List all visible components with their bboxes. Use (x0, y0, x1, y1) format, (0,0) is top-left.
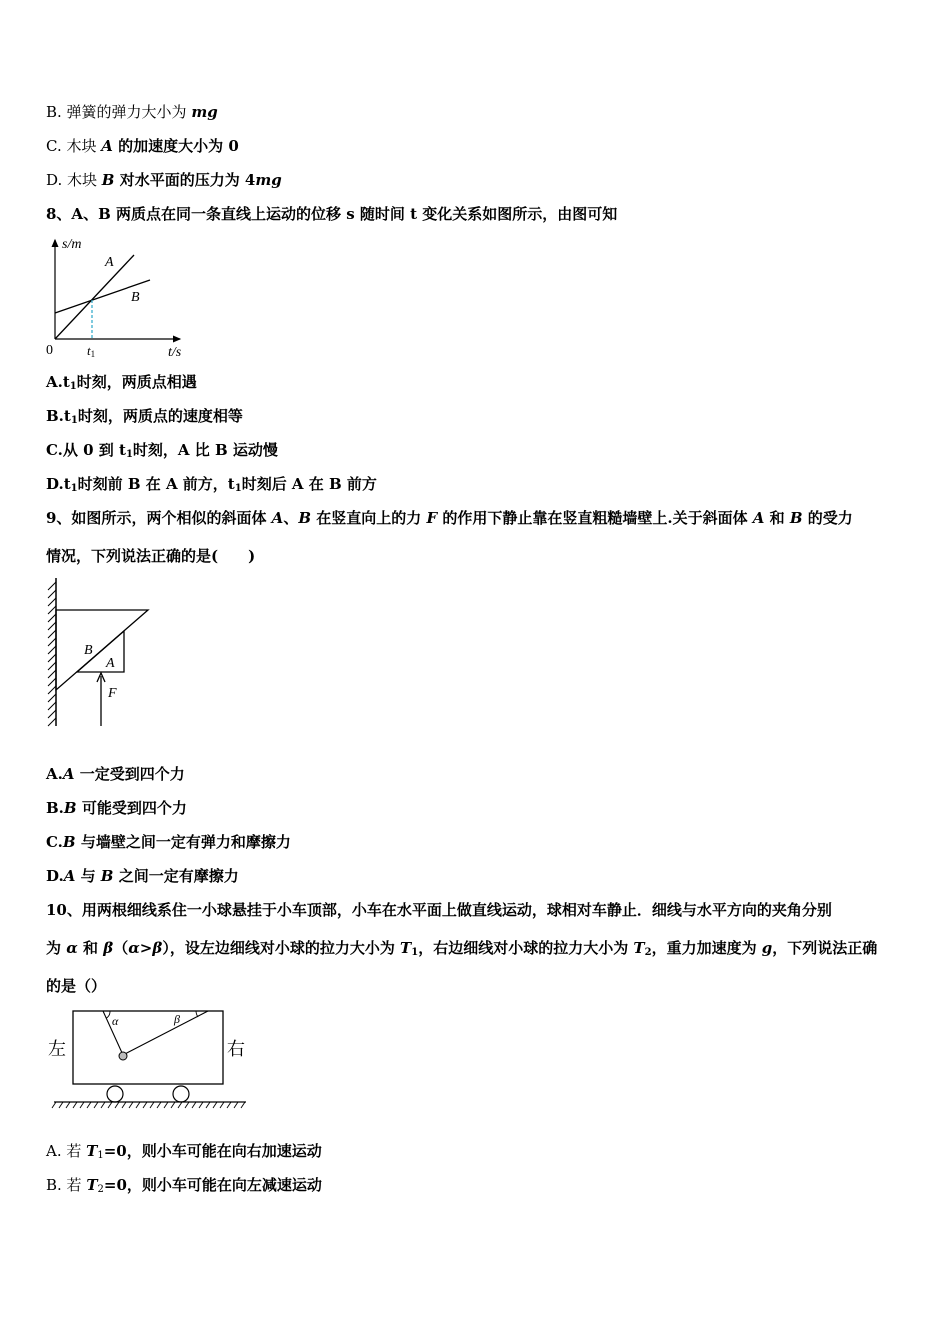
q8-line-b-label: B (131, 290, 140, 305)
q10-stem-var: α (66, 939, 78, 957)
q7-option-b-math: mg (191, 103, 218, 121)
q7-option-c-text: C. 木块 (46, 137, 102, 155)
q10-stem-var: T (400, 939, 412, 957)
q7-option-d-math: B (101, 171, 115, 189)
q10-option-a (46, 1141, 322, 1161)
q10-label-left: 左 (48, 1039, 66, 1059)
q8-option-c-sub: 1 (125, 449, 133, 460)
q10-stem-part: 和 (77, 939, 104, 957)
q9-wall-hatching (48, 582, 56, 726)
q10-stem-part: > (139, 939, 153, 957)
q8-option-b-text: B.t (46, 407, 71, 425)
q7-option-d-text: D. 木块 (46, 171, 102, 189)
q10-right-string (123, 1011, 208, 1055)
q10-option-b-var: T (86, 1176, 98, 1194)
q10-stem-part: 为 (46, 939, 67, 957)
q9-option-a-text: A. (46, 765, 63, 783)
q9-option-d-text-2: 与 (75, 867, 101, 885)
q10-stem-sub: 1 (411, 947, 419, 958)
q8-option-a-text: A.t (46, 373, 70, 391)
q9-option-d-var: A (63, 867, 76, 885)
q8-stem: 8、A、B 两质点在同一条直线上运动的位移 s 随时间 t 变化关系如图所示，由图可知 (46, 205, 618, 223)
q9-option-c-var: B (62, 833, 76, 851)
q8-option-d (46, 474, 377, 494)
q7-option-d-math-2: mg (255, 171, 282, 189)
q7-option-c-text-2: 的加速度大小为 0 (112, 137, 239, 155)
q9-label-f: F (108, 686, 117, 701)
q9-option-d-var-2: B (100, 867, 114, 885)
q8-option-d-sub: 1 (70, 483, 78, 494)
q10-stem-sub: 2 (644, 947, 652, 958)
q10-option-b-sub: 2 (97, 1184, 104, 1195)
q9-stem-part: 在竖直向上的力 (311, 509, 427, 527)
q8-st-graph (40, 232, 200, 362)
q7-option-c (46, 136, 239, 156)
q8-y-label: s/m (62, 237, 82, 252)
q8-option-c-text-2: 时刻，A 比 B 运动慢 (132, 441, 278, 459)
q8-t1-label: t1 (87, 343, 96, 359)
q9-stem-part: 的作用下静止靠在竖直粗糙墙壁上.关于斜面体 (437, 509, 753, 527)
q10-stem-part: ，下列说法正确 (772, 939, 878, 957)
q10-right-wheel (173, 1086, 189, 1102)
q10-stem-part: ，重力加速度为 (651, 939, 762, 957)
q8-option-c-text: C.从 0 到 t (46, 441, 126, 459)
q8-option-d-text: D.t (46, 475, 71, 493)
q10-ball (119, 1052, 127, 1060)
q9-option-b-var: B (63, 799, 77, 817)
q9-option-a (46, 764, 185, 784)
q8-option-b (46, 406, 243, 426)
q9-option-b (46, 798, 187, 818)
q7-option-d-text-2: 对水平面的压力为 4 (114, 171, 256, 189)
q10-label-beta: β (174, 1012, 180, 1026)
q10-stem-var: g (761, 939, 773, 957)
q10-option-a-text-2: =0，则小车可能在向右加速运动 (103, 1142, 322, 1160)
q9-option-b-text: B. (46, 799, 64, 817)
q9-option-a-text-2: 一定受到四个力 (74, 765, 185, 783)
q10-stem-part: ），设左边细线对小球的拉力大小为 (162, 939, 401, 957)
q9-option-c-text: C. (46, 833, 63, 851)
q9-stem-part: 9、如图所示，两个相似的斜面体 (46, 509, 272, 527)
q10-cart-body (73, 1011, 223, 1084)
q8-option-c (46, 440, 278, 460)
q10-label-alpha: α (112, 1014, 119, 1028)
q8-line-a-label: A (105, 255, 114, 270)
q10-stem-var: β (152, 939, 163, 957)
q7-option-d (46, 170, 282, 190)
q10-left-wheel (107, 1086, 123, 1102)
q10-stem-var: β (103, 939, 114, 957)
q7-option-b-text: B. 弹簧的弹力大小为 (46, 103, 192, 121)
q10-option-a-sub: 1 (97, 1150, 104, 1161)
q8-origin-label: 0 (46, 343, 53, 358)
q8-option-d-text-2: 时刻前 B 在 A 前方，t (77, 475, 235, 493)
q8-line-a (55, 255, 134, 339)
q10-cart-figure (46, 1004, 251, 1114)
q9-stem-line-2: 情况，下列说法正确的是( ) (46, 547, 256, 565)
q7-option-b (46, 102, 218, 122)
q8-option-b-sub: 1 (70, 415, 78, 426)
q10-beta-arc (196, 1011, 198, 1017)
q10-option-b-text: B. 若 (46, 1176, 87, 1194)
q8-option-d-text-3: 时刻后 A 在 B 前方 (241, 475, 377, 493)
q10-option-a-text: A. 若 (46, 1142, 87, 1160)
q9-option-c-text-2: 与墙壁之间一定有弹力和摩擦力 (75, 833, 291, 851)
q9-option-c (46, 832, 291, 852)
q10-stem-part: （ (113, 939, 129, 957)
q9-stem-part: 和 (764, 509, 790, 527)
q10-stem-part: ，右边细线对小球的拉力大小为 (418, 939, 634, 957)
q10-label-right: 右 (227, 1039, 245, 1059)
q10-ground-hatching (52, 1102, 245, 1108)
q10-stem-line-3: 的是（） (46, 977, 107, 995)
q9-stem-var: B (298, 509, 312, 527)
q9-option-d (46, 866, 239, 886)
q9-label-b: B (84, 643, 93, 658)
q9-stem-var: F (426, 509, 438, 527)
q9-stem-var: A (271, 509, 284, 527)
q9-stem-var: B (789, 509, 803, 527)
q9-option-d-text: D. (46, 867, 64, 885)
q9-label-a: A (106, 656, 115, 671)
q9-wall-figure (42, 576, 157, 731)
q9-option-b-text-2: 可能受到四个力 (76, 799, 187, 817)
q7-option-c-math: A (101, 137, 113, 155)
q8-option-a (46, 372, 197, 392)
q9-option-d-text-3: 之间一定有摩擦力 (113, 867, 239, 885)
q10-option-b-text-2: =0，则小车可能在向左减速运动 (103, 1176, 322, 1194)
q10-stem-line-2 (46, 938, 877, 958)
q9-stem-part: 的受力 (802, 509, 853, 527)
q10-stem-line-1: 10、用两根细线系住一小球悬挂于小车顶部，小车在水平面上做直线运动，球相对车静止．细线与水平方向的夹角分别 (46, 901, 832, 919)
q10-alpha-arc (107, 1011, 111, 1018)
q9-stem-line-1 (46, 508, 853, 528)
q10-stem-var: α (128, 939, 140, 957)
q10-stem-var: T (633, 939, 645, 957)
q9-stem-part: 、 (283, 509, 299, 527)
q8-option-a-sub: 1 (69, 381, 77, 392)
q8-x-label: t/s (168, 345, 182, 360)
q9-stem-var: A (752, 509, 765, 527)
q8-option-b-text-2: 时刻，两质点的速度相等 (77, 407, 243, 425)
q8-option-a-text-2: 时刻，两质点相遇 (76, 373, 197, 391)
q10-option-b (46, 1175, 322, 1195)
q10-option-a-var: T (86, 1142, 98, 1160)
q9-option-a-var: A (62, 765, 75, 783)
q8-option-d-sub-2: 1 (234, 483, 242, 494)
